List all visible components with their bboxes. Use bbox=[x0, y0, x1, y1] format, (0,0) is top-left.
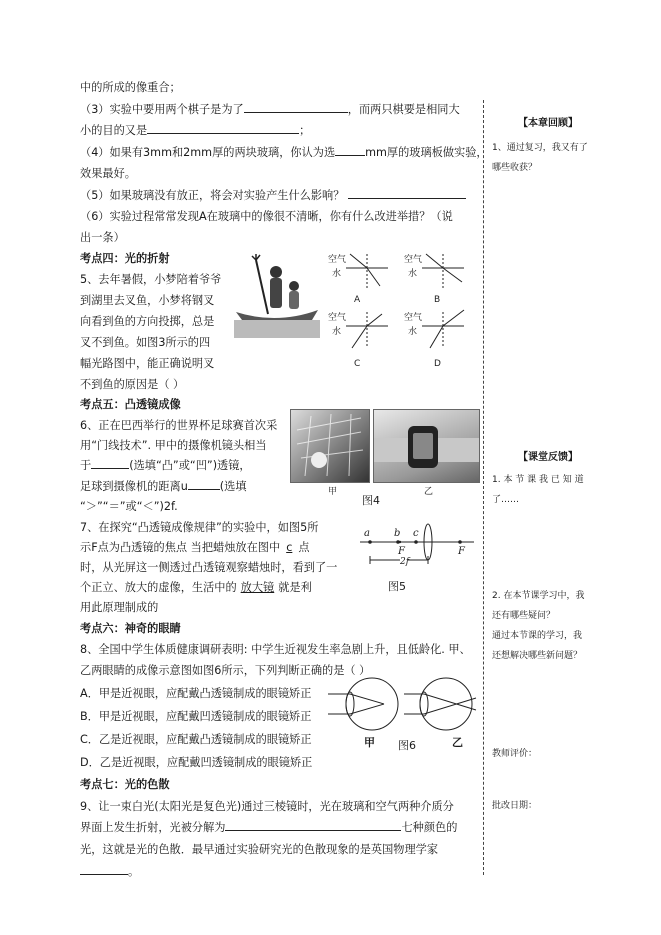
diagram-b-water: 水 bbox=[408, 269, 418, 279]
q9-line2 bbox=[80, 818, 457, 838]
diagram-b-air: 空气 bbox=[404, 255, 423, 265]
q7-answer-c: c bbox=[286, 541, 293, 554]
person-head-icon bbox=[270, 266, 282, 278]
figure-4-right-label: 乙 bbox=[424, 487, 434, 497]
ray-c bbox=[352, 314, 382, 348]
review-line-1: 1、通过复习，我又有了 bbox=[492, 143, 588, 153]
football-icon bbox=[311, 452, 327, 468]
q4-text-a: （4）如果有3mm和2mm厚的两块玻璃，你认为选 bbox=[80, 146, 336, 159]
q8-line2: 乙两眼睛的成像示意图如图6所示，下列判断正确的是（ ） bbox=[80, 664, 371, 677]
feedback-title: 【课堂反馈】 bbox=[518, 452, 578, 463]
q6-lens-line3 bbox=[80, 456, 251, 476]
review-line-2: 哪些收获？ bbox=[492, 163, 538, 173]
q8-line1: 8、全国中学生体质健康调研表明: 中学生近视发生率急剧上升，且低龄化. 甲、 bbox=[80, 643, 471, 656]
q6-blank-2[interactable] bbox=[188, 477, 220, 490]
label-c: c bbox=[413, 528, 419, 539]
q5-refraction-line5: 幅光路图中，能正确说明叉 bbox=[80, 357, 215, 370]
figure-5-caption: 图5 bbox=[388, 580, 406, 593]
q9-blank-2[interactable] bbox=[80, 862, 128, 875]
point-c bbox=[414, 540, 418, 544]
q6-text-c: 足球到摄像机的距离u bbox=[80, 480, 188, 493]
q6-lens-line2: 用“门线技术”. 甲中的摄像机镜头相当 bbox=[80, 439, 267, 452]
question-6-line1: （6）实验过程常常发现A在玻璃中的像很不清晰，你有什么改进举措？（说 bbox=[80, 210, 453, 223]
diagram-c-water: 水 bbox=[332, 327, 342, 337]
q9-line4 bbox=[80, 862, 139, 882]
lens-bench-diagram bbox=[356, 520, 482, 572]
diagram-d-water: 水 bbox=[408, 327, 418, 337]
watch-photo bbox=[373, 409, 480, 483]
eye-left-lens bbox=[346, 692, 354, 716]
point-a bbox=[368, 540, 372, 544]
water-shade bbox=[234, 320, 320, 338]
question-4-line2: 效果最好。 bbox=[80, 167, 136, 180]
feedback-line-3b: 还想解决哪些新问题？ bbox=[492, 651, 583, 661]
q7-line5: 用此原理制成的 bbox=[80, 601, 159, 614]
eye-diagrams bbox=[328, 670, 480, 742]
figure-4-left-label: 甲 bbox=[328, 487, 338, 497]
q7-line1: 7、在探究“凸透镜成像规律”的实验中，如图5所 bbox=[80, 521, 319, 534]
diagram-label-a: A bbox=[354, 295, 361, 305]
q7-text-c: 点 bbox=[298, 541, 310, 554]
refraction-diagrams bbox=[326, 248, 476, 370]
text-line: 中的所成的像重合； bbox=[80, 81, 181, 94]
focus-left bbox=[399, 541, 401, 543]
q9-text-a: 界面上发生折射，光被分解为 bbox=[80, 821, 226, 834]
section-heading-5: 考点五：凸透镜成像 bbox=[80, 398, 181, 411]
q6-text-d: (选填 bbox=[219, 480, 247, 493]
diagram-label-b: B bbox=[434, 295, 441, 305]
diagram-a-air: 空气 bbox=[328, 255, 347, 265]
q8-option-d: D．乙是近视眼，应配戴凹透镜制成的眼镜矫正 bbox=[80, 756, 313, 769]
sidebar-review bbox=[492, 114, 604, 178]
q3-text-b: ，而两只棋要是相同大 bbox=[347, 103, 460, 116]
q8-option-b: B．甲是近视眼，应配戴凹透镜制成的眼镜矫正 bbox=[80, 710, 312, 723]
column-divider bbox=[483, 100, 484, 875]
section-heading-7: 考点七：光的色散 bbox=[80, 778, 170, 791]
grading-date: 批改日期： bbox=[492, 801, 538, 811]
q5-refraction-line4: 叉不到鱼。如图3所示的四 bbox=[80, 336, 211, 349]
q9-line3: 光，这就是光的色散．最早通过实验研究光的色散现象的是英国物理学家 bbox=[80, 843, 439, 856]
q6-blank-1[interactable] bbox=[91, 456, 129, 469]
figure-6-left-label: 甲 bbox=[364, 736, 375, 749]
question-5-line bbox=[80, 186, 466, 206]
q6-text-a: 于 bbox=[80, 459, 92, 472]
figure-6-right-label: 乙 bbox=[452, 736, 463, 749]
q3-text-a: （3）实验中要用两个棋子是为了 bbox=[80, 103, 244, 116]
q7-line3: 时，从光屏这一侧透过凸透镜观察蜡烛时，看到了一 bbox=[80, 561, 338, 574]
sidebar-questions bbox=[492, 586, 604, 666]
label-2f: 2f bbox=[400, 557, 410, 567]
feedback-line-1b: 了…… bbox=[492, 495, 520, 505]
question-3-line2 bbox=[80, 121, 310, 141]
diagram-a-water: 水 bbox=[332, 269, 342, 279]
question-6-line2: 出一条） bbox=[80, 231, 125, 244]
q7-text-a: 示F点为凸透镜的焦点 当把蜡烛放在图中 bbox=[80, 541, 281, 554]
focus-right bbox=[458, 540, 462, 544]
q6-lens-line1: 6、正在巴西举行的世界杯足球赛首次采 bbox=[80, 419, 278, 432]
label-f-right: F bbox=[458, 546, 465, 557]
review-title: 【本章回顾】 bbox=[518, 118, 578, 129]
goal-camera-photo bbox=[290, 409, 370, 483]
figure-6-caption: 图6 bbox=[398, 739, 416, 752]
q5-text: （5）如果玻璃没有放正，将会对实验产生什么影响？ bbox=[80, 189, 345, 202]
feedback-line-2a: 2. 在本节课学习中，我 bbox=[492, 591, 585, 601]
q5-refraction-line6: 不到鱼的原因是（ ） bbox=[80, 378, 185, 391]
sidebar-feedback bbox=[492, 448, 604, 510]
section-heading-4: 考点四：光的折射 bbox=[80, 252, 170, 265]
child-body-icon bbox=[289, 291, 299, 309]
diagram-d-air: 空气 bbox=[404, 313, 423, 323]
q7-answer-magnifier: 放大镜 bbox=[240, 581, 275, 594]
q3-text-d: ； bbox=[299, 124, 311, 137]
label-b: b bbox=[394, 528, 401, 539]
q9-blank-1[interactable] bbox=[225, 818, 401, 831]
question-4-line1 bbox=[80, 143, 488, 163]
question-3-line1 bbox=[80, 100, 460, 120]
fishing-boat-illustration bbox=[232, 250, 322, 340]
q5-refraction-line3: 向看到鱼的方向投掷，总是 bbox=[80, 315, 215, 328]
diagram-label-c: C bbox=[354, 359, 361, 369]
q3-blank-1[interactable] bbox=[244, 100, 348, 113]
label-f-left: F bbox=[398, 546, 405, 557]
q6-text-b: (选填“凸”或“凹”)透镜， bbox=[129, 459, 251, 472]
teacher-evaluation: 教师评价： bbox=[492, 749, 538, 759]
eye-left-rays bbox=[328, 694, 384, 714]
q8-option-a: A．甲是近视眼，应配戴凸透镜制成的眼镜矫正 bbox=[80, 687, 312, 700]
q3-text-c: 小的目的又是 bbox=[80, 124, 148, 137]
label-a: a bbox=[364, 528, 370, 539]
q7-text-d: 个正立、放大的虚像，生活中的 bbox=[80, 581, 237, 594]
figure-4-caption: 图4 bbox=[362, 494, 380, 507]
person-body-icon bbox=[270, 278, 282, 308]
q3-blank-2[interactable] bbox=[147, 121, 299, 134]
q4-blank[interactable] bbox=[335, 143, 365, 156]
q8-option-c: C．乙是近视眼，应配戴凸透镜制成的眼镜矫正 bbox=[80, 733, 312, 746]
q7-line2 bbox=[80, 538, 310, 558]
ray-a bbox=[350, 254, 380, 286]
q6-lens-line4 bbox=[80, 477, 247, 497]
eye-right-rays bbox=[404, 694, 476, 714]
q4-text-b: mm厚的玻璃板做实验， bbox=[365, 146, 488, 159]
section-heading-6: 考点六：神奇的眼睛 bbox=[80, 622, 181, 635]
eye-right-lens bbox=[420, 692, 428, 716]
feedback-line-1a: 1. 本 节 课 我 已 知 道 bbox=[492, 475, 584, 485]
q7-line4 bbox=[80, 578, 312, 598]
q9-text-b: 七种颜色的 bbox=[401, 821, 458, 834]
q6-lens-line5: “＞”“＝”或“＜”)2f. bbox=[80, 500, 178, 513]
q5-refraction-line2: 到湖里去叉鱼，小梦将钢叉 bbox=[80, 294, 215, 307]
q9-line1: 9、让一束白光(太阳光是复色光)通过三棱镜时，光在玻璃和空气两种介质分 bbox=[80, 800, 454, 813]
diagram-label-d: D bbox=[434, 359, 441, 369]
feedback-line-2b: 还有哪些疑问？ bbox=[492, 611, 556, 621]
q9-text-c: 。 bbox=[128, 865, 140, 878]
diagram-c-air: 空气 bbox=[328, 313, 347, 323]
ray-d bbox=[430, 310, 464, 348]
feedback-line-3a: 通过本节课的学习，我 bbox=[492, 631, 583, 641]
q7-text-e: 就是利 bbox=[278, 581, 312, 594]
q5-blank[interactable] bbox=[348, 186, 466, 199]
child-head-icon bbox=[289, 281, 299, 291]
q5-refraction-line1: 5、去年暑假，小梦陪着爷爷 bbox=[80, 273, 222, 286]
